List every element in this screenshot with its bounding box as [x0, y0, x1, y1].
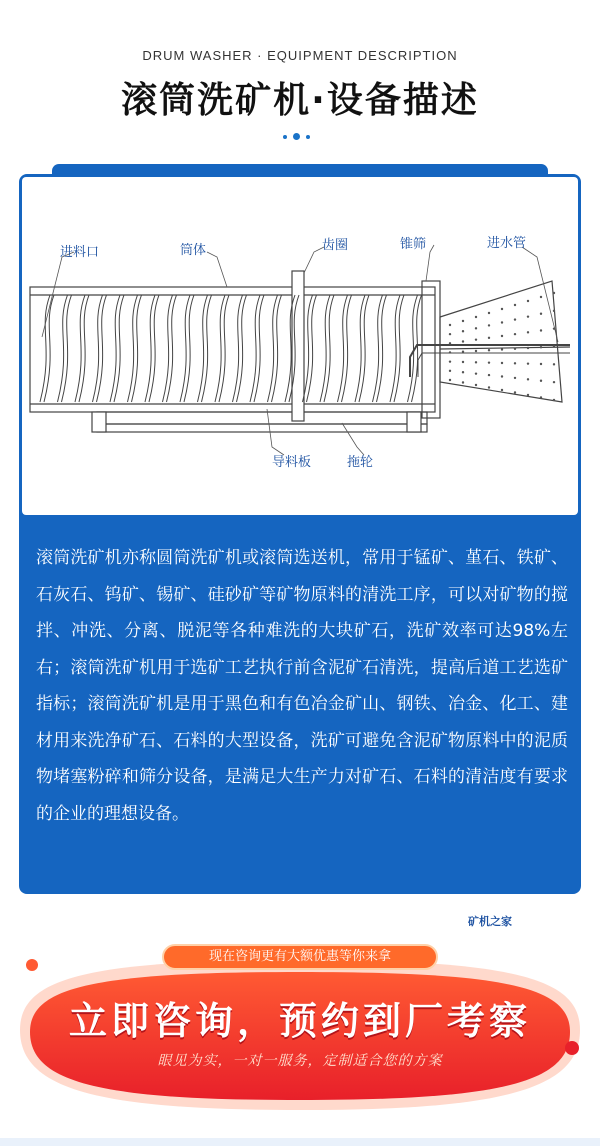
screen-hole — [449, 342, 451, 344]
screen-hole — [501, 321, 503, 323]
screen-hole — [553, 292, 555, 294]
header-subtitle-en: DRUM WASHER · EQUIPMENT DESCRIPTION — [142, 48, 458, 63]
guide-plate-line — [373, 295, 383, 402]
label-water-pipe: 进水管 — [487, 236, 527, 251]
screen-hole — [553, 310, 555, 312]
screen-hole — [514, 333, 516, 335]
screen-hole — [540, 346, 542, 348]
equipment-description: 滚筒洗矿机亦称圆筒洗矿机或滚筒选送机，常用于锰矿、堇石、铁矿、石灰石、钨矿、锡矿、硅砂矿等矿物原料的清洗工序，可以对矿物的搅拌、冲洗、分离、脱泥等各种难洗的大块矿石，洗矿效率可达98%左右；滚筒洗矿机用于选矿工艺执行前含泥矿石清洗，提高后道工艺选矿指标；滚筒洗矿机是用于黑色和有色冶金矿山、钢铁、冶金、化工、建材用来洗净矿石、石料的大型设备，洗矿可避免含泥矿物原料中的泥质物堵塞粉碎和筛分设备，是满足大生产力对矿石、石料的清洁度有要求的企业的理想设备。 — [36, 548, 568, 824]
screen-hole — [514, 318, 516, 320]
label-inlet: 进料口 — [60, 245, 100, 260]
screen-hole — [488, 337, 490, 339]
guide-plate-line — [180, 295, 190, 402]
guide-plate-line — [198, 295, 208, 402]
cta-consult-button[interactable]: 立即咨询，预约到厂考察 — [68, 999, 531, 1043]
guide-plate-line — [250, 295, 260, 402]
dot — [306, 135, 310, 139]
screen-hole — [462, 330, 464, 332]
guide-plate-line — [338, 295, 348, 402]
title-decoration-dots — [283, 133, 310, 140]
screen-hole — [527, 378, 529, 380]
guide-plate-line — [215, 295, 225, 402]
screen-hole — [501, 362, 503, 364]
screen-hole — [462, 320, 464, 322]
screen-hole — [462, 340, 464, 342]
screen-hole — [527, 347, 529, 349]
screen-hole — [501, 375, 503, 377]
screen-hole — [462, 361, 464, 363]
screen-hole — [475, 372, 477, 374]
screen-hole — [488, 324, 490, 326]
screen-hole — [462, 371, 464, 373]
screen-hole — [449, 370, 451, 372]
label-guide-plate: 导料板 — [272, 455, 312, 470]
equipment-diagram — [22, 177, 578, 515]
label-cone-screen: 锥筛 — [400, 237, 427, 252]
screen-hole — [501, 348, 503, 350]
screen-hole — [514, 348, 516, 350]
guide-plate-line — [75, 295, 85, 402]
screen-hole — [527, 394, 529, 396]
guide-plate-line — [355, 295, 365, 402]
screen-hole — [475, 327, 477, 329]
screen-hole — [449, 351, 451, 353]
screen-hole — [475, 338, 477, 340]
screen-hole — [488, 312, 490, 314]
guide-plate-line — [58, 295, 68, 402]
page-title: 滚筒洗矿机·设备描述 — [121, 80, 479, 121]
guide-plate-line — [93, 295, 103, 402]
guide-plate-line — [320, 295, 330, 402]
screen-hole — [553, 345, 555, 347]
screen-hole — [553, 399, 555, 401]
screen-hole — [540, 380, 542, 382]
screen-hole — [501, 308, 503, 310]
label-gear-ring: 齿圈 — [322, 238, 349, 253]
screen-hole — [540, 396, 542, 398]
guide-plate-line — [128, 295, 138, 402]
screen-hole — [475, 350, 477, 352]
screen-hole — [449, 379, 451, 381]
screen-hole — [449, 333, 451, 335]
screen-hole — [475, 316, 477, 318]
screen-hole — [488, 374, 490, 376]
screen-hole — [514, 377, 516, 379]
cta-subtitle: 眼见为实，一对一服务，定制适合您的方案 — [157, 1053, 443, 1069]
screen-hole — [462, 351, 464, 353]
screen-hole — [527, 300, 529, 302]
guide-plate-line — [163, 295, 173, 402]
guide-plate-line — [110, 295, 120, 402]
brand-watermark: 矿机之家 — [468, 915, 512, 928]
screen-hole — [501, 389, 503, 391]
screen-hole — [553, 381, 555, 383]
screen-hole — [475, 361, 477, 363]
guide-plate-line — [268, 295, 278, 402]
dot — [283, 135, 287, 139]
screen-hole — [514, 304, 516, 306]
screen-hole — [553, 363, 555, 365]
decor-dot — [26, 959, 38, 971]
screen-hole — [501, 335, 503, 337]
screen-hole — [527, 315, 529, 317]
screen-hole — [475, 384, 477, 386]
screen-hole — [488, 361, 490, 363]
screen-hole — [540, 296, 542, 298]
label-drum: 筒体 — [180, 243, 207, 258]
guide-plate-line — [145, 295, 155, 402]
screen-hole — [449, 324, 451, 326]
screen-hole — [514, 362, 516, 364]
screen-hole — [527, 362, 529, 364]
screen-hole — [488, 386, 490, 388]
cta-promo-pill[interactable]: 现在咨询更有大额优惠等你来拿 — [162, 944, 438, 970]
screen-hole — [488, 349, 490, 351]
screen-hole — [540, 363, 542, 365]
screen-hole — [514, 391, 516, 393]
bottom-band — [0, 1138, 600, 1146]
guide-plate-line — [233, 295, 243, 402]
screen-hole — [527, 331, 529, 333]
screen-hole — [540, 329, 542, 331]
screen-hole — [540, 313, 542, 315]
dot — [293, 133, 300, 140]
screen-hole — [449, 360, 451, 362]
screen-hole — [462, 381, 464, 383]
guide-plate-line — [390, 295, 400, 402]
label-roller: 拖轮 — [347, 455, 374, 470]
